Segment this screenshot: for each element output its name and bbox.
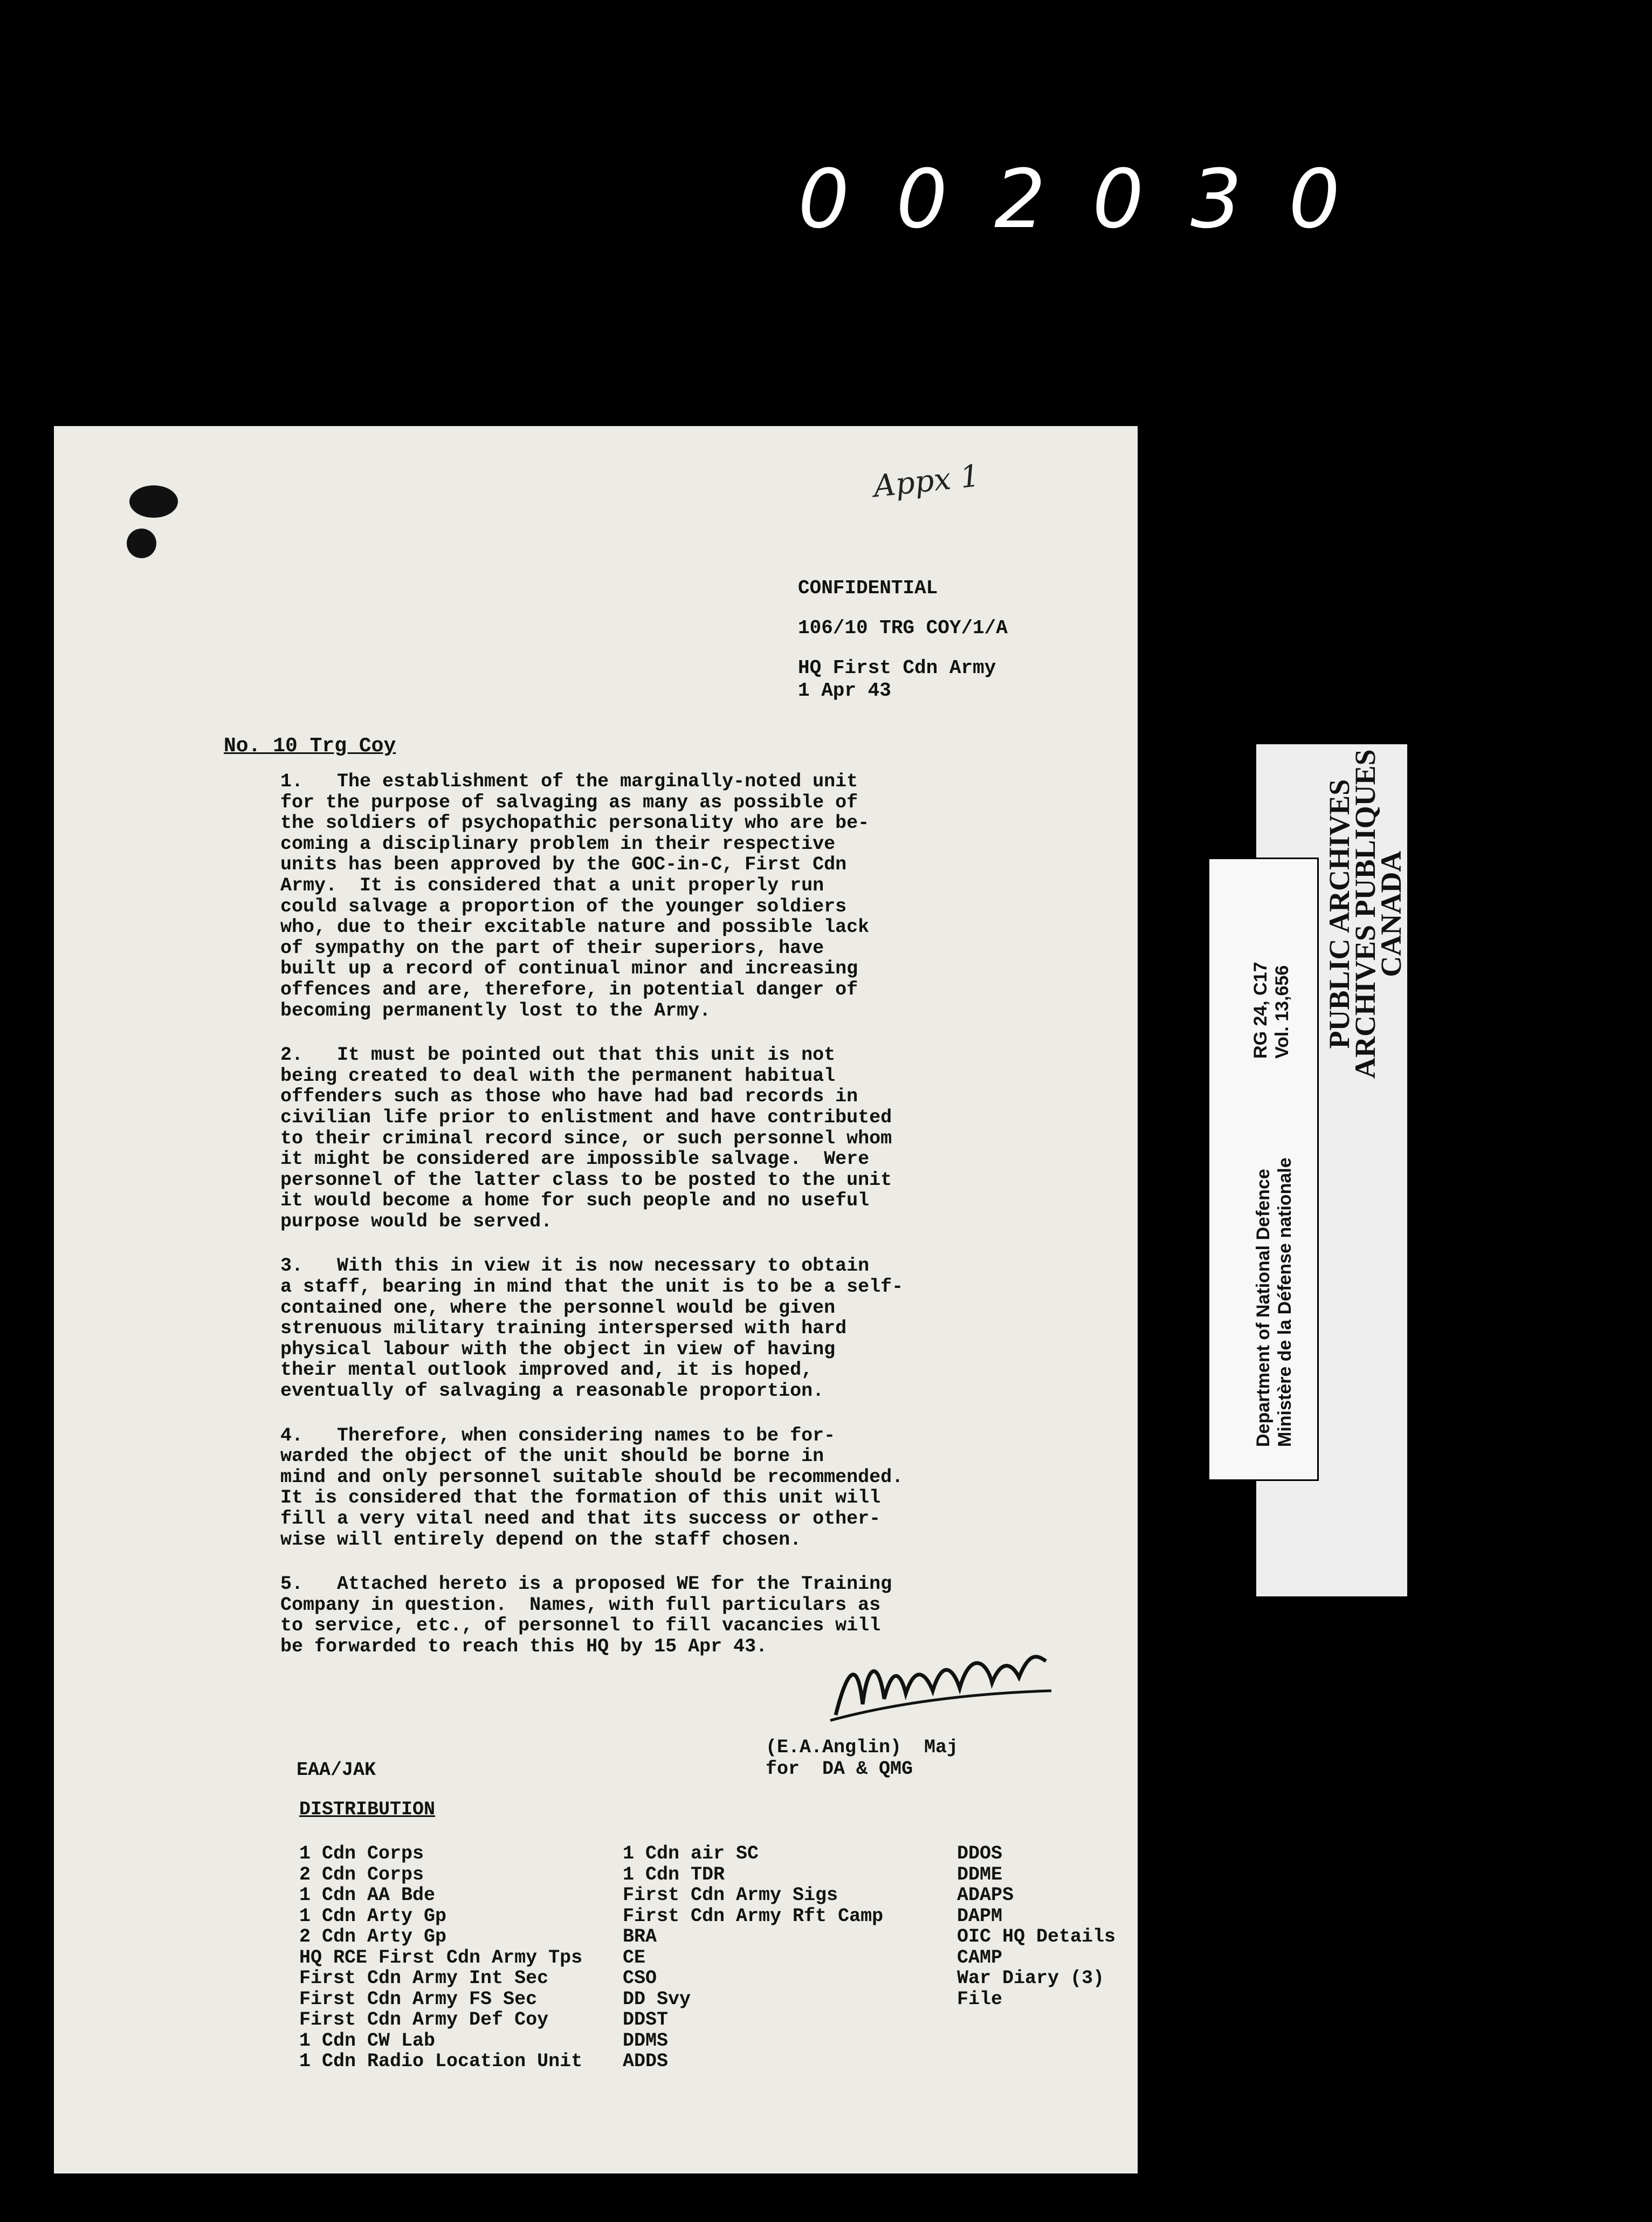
paragraph-2: 2. It must be pointed out that this unit is not being created to deal with the permanent habitual offenders such as those who have had bad records in civilian life prior to enlistment and have contributed to their criminal record since, or such personnel whom it might be considered are impossible salvage. Were personnel of the latter class to be posted to the unit it would become a home for such people and no useful purpose would be served. [280,1044,892,1232]
letter-body [280,771,1046,1681]
distribution-item: ADDS [623,2050,669,2072]
paragraph-3: 3. With this in view it is now necessary to obtain a staff, bearing in mind that the unit is to be a self- contained one, where the personnel would be given strenuous military training interspersed with hard physical labour with the object in view of having their mental outlook improved and, it is hoped, eventually of salvaging a reasonable proportion. [280,1255,904,1402]
paragraph-5: 5. Attached hereto is a proposed WE for the Training Company in question. Names, with full particulars as to service, etc., of personnel to fill vacancies will be forwarded to reach this HQ by 15 Apr 43. [280,1573,892,1657]
distribution-item: BRA [623,1926,657,1947]
distribution-item: OIC HQ Details [957,1926,1116,1947]
distribution-item: DAPM [957,1905,1003,1927]
distribution-item: 1 Cdn Corps [299,1843,424,1864]
archive-reference-label [1208,858,1319,1481]
distribution-item: ADAPS [957,1884,1014,1906]
distribution-column-3 [957,1843,1116,2010]
document-page [54,426,1138,2173]
microfilm-frame-number [798,153,1340,246]
signatory-block: (E.A.Anglin) Maj for DA & QMG [766,1737,959,1780]
distribution-item: 2 Cdn Corps [299,1863,424,1885]
distribution-item: War Diary (3) [957,1967,1105,1989]
distribution-item: 1 Cdn Arty Gp [299,1905,447,1927]
ink-blot [127,529,156,558]
distribution-item: First Cdn Army Rft Camp [623,1905,884,1927]
record-group-reference: RG 24, C17 Vol. 13,656 [1250,962,1292,1059]
distribution-item: 1 Cdn AA Bde [299,1884,436,1906]
classification-marking: CONFIDENTIAL [798,577,938,599]
frame-digit: 3 [1190,153,1242,246]
distribution-heading: DISTRIBUTION [299,1799,436,1820]
department-names: Department of National Defence Ministère de la Défense nationale [1253,1157,1295,1447]
reference-initials: EAA/JAK [297,1759,376,1781]
distribution-item: DDST [623,2009,669,2031]
handwritten-signature [825,1640,1057,1726]
distribution-item: 2 Cdn Arty Gp [299,1926,447,1947]
paragraph-4: 4. Therefore, when considering names to be for- warded the object of the unit should be borne in mind and only personnel suitable should be recommended. It is considered that the formation of this unit will fill a very vital need and that its success or other- wise will entirely depend on the staff chosen. [280,1424,904,1551]
paragraph-1: 1. The establishment of the marginally-noted unit for the purpose of salvaging as many as possible of the soldiers of psychopathic personality who are be- coming a disciplinary problem in their respective units has been approved by the GOC-in-C, First Cdn Army. It is considered that a unit properly run could salvage a proportion of the younger soldiers who, due to their excitable nature and possible lack of sympathy on the part of their superiors, have built up a record of continual minor and increasing offences and are, therefore, in potential danger of becoming permanently lost to the Army. [280,771,870,1021]
distribution-item: DDME [957,1863,1003,1885]
archives-stamp: PUBLIC ARCHIVES ARCHIVES PUBLIQUES CANADA [1323,749,1407,1079]
distribution-item: File [957,1988,1003,2010]
distribution-column-2 [623,1843,883,2072]
file-reference: 106/10 TRG COY/1/A [798,617,1008,639]
distribution-item: CE [623,1946,646,1969]
distribution-item: 1 Cdn TDR [623,1863,725,1885]
frame-digit: 2 [994,153,1046,246]
distribution-item: HQ RCE First Cdn Army Tps [299,1946,583,1969]
frame-digit: 0 [1092,153,1144,246]
addressee: No. 10 Trg Coy [224,735,396,758]
distribution-item: CAMP [957,1946,1003,1969]
distribution-column-1 [299,1843,582,2072]
distribution-item: 1 Cdn Radio Location Unit [299,2050,583,2072]
distribution-item: 1 Cdn air SC [623,1843,759,1864]
distribution-item: DD Svy [623,1988,691,2010]
distribution-item: 1 Cdn CW Lab [299,2029,436,2052]
distribution-item: First Cdn Army Def Coy [299,2009,549,2031]
origin-hq: HQ First Cdn Army [798,657,996,679]
frame-digit: 0 [798,153,850,246]
ink-blot [129,485,178,518]
handwritten-annotation: Appx 1 [872,458,982,505]
distribution-item: First Cdn Army Sigs [623,1884,838,1906]
distribution-item: First Cdn Army FS Sec [299,1988,538,2010]
distribution-item: DDOS [957,1843,1003,1864]
letter-date: 1 Apr 43 [798,680,891,702]
distribution-item: First Cdn Army Int Sec [299,1967,549,1989]
letter-header [798,577,1008,702]
frame-digit: 0 [1289,153,1340,246]
distribution-item: CSO [623,1967,657,1989]
distribution-item: DDMS [623,2029,669,2052]
frame-digit: 0 [896,153,948,246]
